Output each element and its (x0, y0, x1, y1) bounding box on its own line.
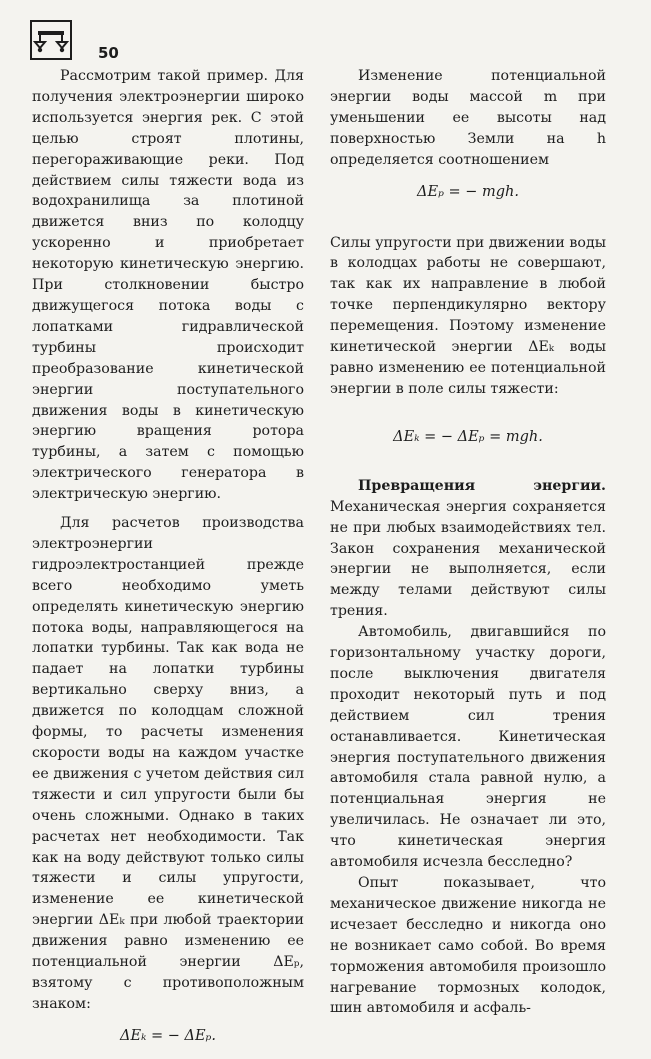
formula-kinetic-change: ΔEₖ = − ΔEₚ = mgh. (393, 428, 543, 445)
section-paragraph-text: Механическая энергия сохраняется не при любых взаимодействиях тел. Закон сохранения механической энергии не выполняется, если между телами действуют силы трения. (330, 498, 606, 620)
section-paragraph (330, 476, 606, 622)
right-column (330, 66, 606, 1019)
right-paragraph-4: Автомобиль, двигавшийся по горизонтальному участку дороги, после выключения двигателя проходит некоторый путь и под действием сил трения останавливается. Кинетическая энергия поступательного движения автомобиля стала равной нулю, а потенциальная энергия не увеличилась. Не означает ли это, что кинетическая энергия автомобиля исчезла бесследно? (330, 624, 606, 871)
left-paragraph-2: Для расчетов производства электроэнергии гидроэлектростанцией прежде всего необходимо уметь определять кинетическую энергию потока воды, направляющегося на лопатки турбины. Так как вода не падает на лопатки турбины вертикально сверху вниз, а движется по колодцам сложной формы, то расчеты изменения скорости воды на каждом участке ее движения с учетом действия сил тяжести и сил упругости были бы очень сложными. Однако в таких расчетах нет необходимости. Так как на воду действуют только силы тяжести и силы упругости, изменение ее кинетической энергии ΔEₖ при любой траектории движения равно изменению ее потенциальной энергии ΔEₚ, взятому с противоположным знаком: (32, 515, 304, 1012)
left-paragraph-1: Рассмотрим такой пример. Для получения электроэнергии широко используется энергия рек. С этой целью строят плотины, перегораживающие реки. Под действием силы тяжести вода из водохранилища за плотиной движется вниз по колодцу ускоренно и приобретает некоторую кинетическую энергию. При столкновении быстро движущегося потока воды с лопатками гидравлической турбины происходит преобразование кинетической энергии поступательного движения воды в кинетическую энергию вращения ротора турбины, а затем с помощью электрического генератора в электрическую энергию. (32, 68, 304, 503)
book-scale-icon (30, 20, 72, 60)
right-paragraph-1: Изменение потенциальной энергии воды массой m при уменьшении ее высоты над поверхностью Земли на h определяется соотношением (330, 68, 606, 168)
formula-potential-change: ΔEₚ = − mgh. (417, 183, 519, 200)
formula-energy-equivalence: ΔEₖ = − ΔEₚ. (120, 1027, 216, 1044)
left-column (32, 66, 304, 1059)
right-paragraph-2: Силы упругости при движении воды в колодцах работы не совершают, так как их направление в любой точке перпендикулярно вектору перемещения. Поэтому изменение кинетической энергии ΔEₖ воды равно изменению ее потенциальной энергии в поле силы тяжести: (330, 234, 606, 397)
page-number: 50 (98, 44, 119, 62)
right-paragraph-5: Опыт показывает, что механическое движение никогда не исчезает бесследно и никогда оно не возникает само собой. Во время торможения автомобиля произошло нагревание тормозных колодок, шин автомобиля и асфаль- (330, 875, 606, 1017)
section-heading: Превращения энергии. (358, 477, 606, 494)
